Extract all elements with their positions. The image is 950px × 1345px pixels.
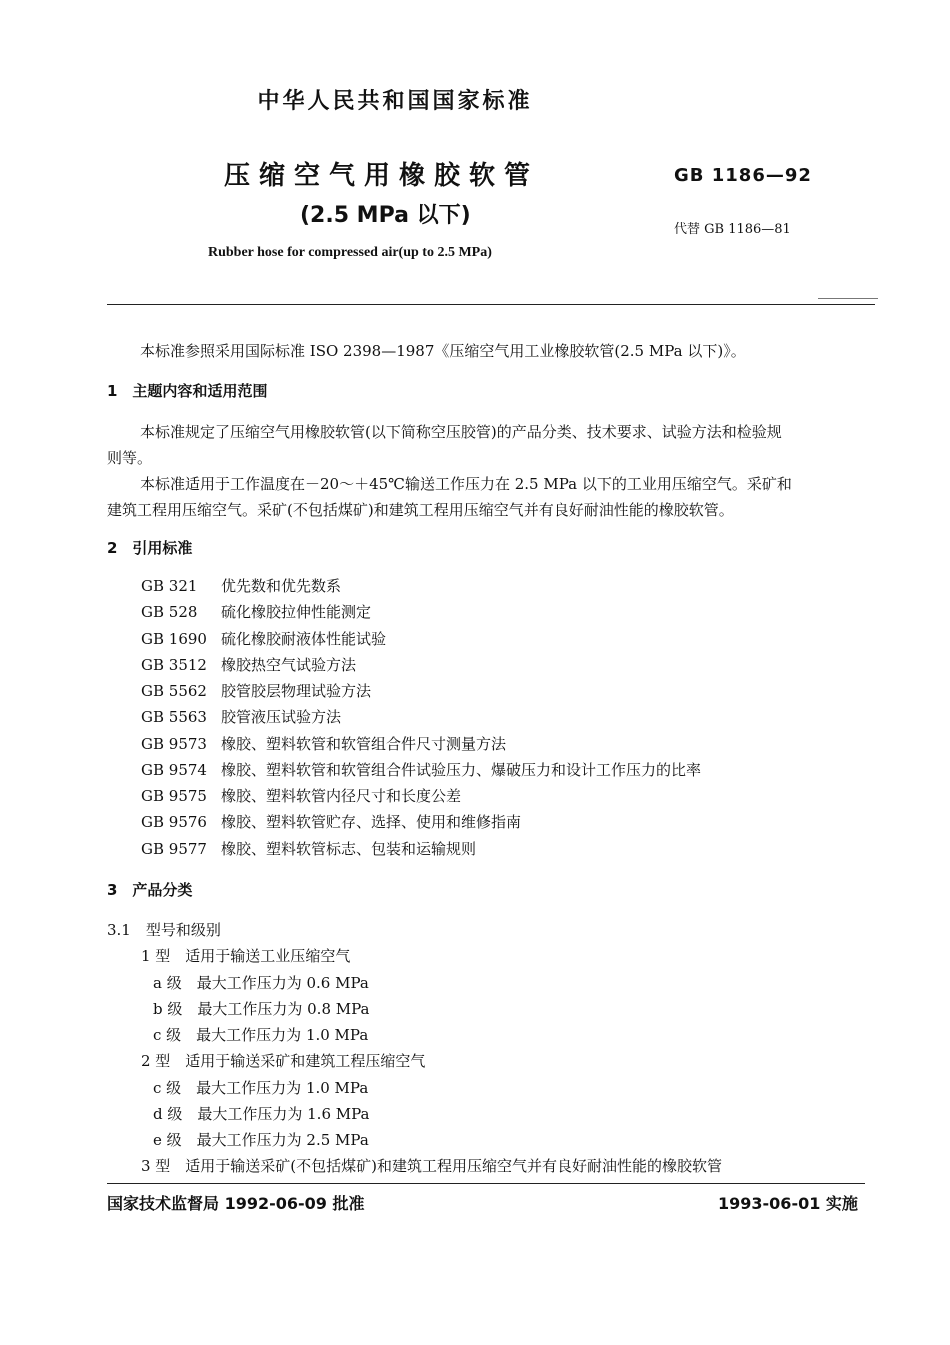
section-1-p2-line2: 建筑工程用压缩空气。采矿(不包括煤矿)和建筑工程用压缩空气并有良好耐油性能的橡胶软管。 — [107, 501, 734, 519]
footer-divider — [107, 1183, 865, 1184]
reference-code: GB 9575 — [141, 787, 207, 805]
reference-code: GB 5563 — [141, 708, 207, 726]
grade-line: e 级 最大工作压力为 2.5 MPa — [153, 1131, 369, 1149]
intro-paragraph: 本标准参照采用国际标准 ISO 2398—1987《压缩空气用工业橡胶软管(2.5 MPa 以下)》。 — [140, 342, 746, 360]
grade-line: a 级 最大工作压力为 0.6 MPa — [153, 974, 369, 992]
reference-code: GB 1690 — [141, 630, 207, 648]
section-3-heading: 3 产品分类 — [107, 881, 193, 899]
grade-line: c 级 最大工作压力为 1.0 MPa — [153, 1026, 369, 1044]
reference-item — [141, 628, 386, 649]
reference-code: GB 9577 — [141, 840, 207, 858]
reference-title: 胶管液压试验方法 — [221, 708, 342, 726]
standard-number: GB 1186—92 — [674, 165, 812, 186]
reference-item — [141, 733, 506, 754]
section-1-p1-line1: 本标准规定了压缩空气用橡胶软管(以下简称空压胶管)的产品分类、技术要求、试验方法和检验规 — [140, 423, 782, 441]
header-divider-accent — [818, 298, 878, 299]
reference-item — [141, 838, 476, 859]
effective-date: 1993-06-01 实施 — [718, 1194, 858, 1213]
reference-title: 橡胶、塑料软管和软管组合件试验压力、爆破压力和设计工作压力的比率 — [221, 761, 702, 779]
grade-line: d 级 最大工作压力为 1.6 MPa — [153, 1105, 370, 1123]
type-3-line: 3 型 适用于输送采矿(不包括煤矿)和建筑工程用压缩空气并有良好耐油性能的橡胶软管 — [141, 1157, 723, 1175]
grade-line: b 级 最大工作压力为 0.8 MPa — [153, 1000, 370, 1018]
reference-title: 胶管胶层物理试验方法 — [221, 682, 372, 700]
type-1-line: 1 型 适用于输送工业压缩空气 — [141, 947, 351, 965]
english-title: Rubber hose for compressed air(up to 2.5 MPa) — [208, 245, 492, 260]
reference-title: 硫化橡胶耐液体性能试验 — [221, 630, 387, 648]
reference-item — [141, 785, 461, 806]
reference-item — [141, 680, 371, 701]
reference-code: GB 9576 — [141, 813, 207, 831]
reference-title: 橡胶热空气试验方法 — [221, 656, 357, 674]
section-3-1-heading: 3.1 型号和级别 — [107, 921, 221, 939]
section-1-p2-line1: 本标准适用于工作温度在－20～＋45℃输送工作压力在 2.5 MPa 以下的工业用压缩空气。采矿和 — [140, 475, 792, 493]
reference-item — [141, 811, 521, 832]
reference-title: 橡胶、塑料软管标志、包装和运输规则 — [221, 840, 477, 858]
reference-item — [141, 759, 701, 780]
section-1-heading: 1 主题内容和适用范围 — [107, 382, 268, 400]
reference-code: GB 9573 — [141, 735, 207, 753]
reference-title: 橡胶、塑料软管贮存、选择、使用和维修指南 — [221, 813, 522, 831]
grade-line: c 级 最大工作压力为 1.0 MPa — [153, 1079, 369, 1097]
document-subtitle: (2.5 MPa 以下) — [300, 203, 471, 228]
approval-date: 国家技术监督局 1992-06-09 批准 — [107, 1194, 365, 1213]
reference-title: 硫化橡胶拉伸性能测定 — [221, 603, 372, 621]
reference-code: GB 5562 — [141, 682, 207, 700]
reference-code: GB 9574 — [141, 761, 207, 779]
section-2-heading: 2 引用标准 — [107, 539, 193, 557]
reference-item — [141, 654, 356, 675]
reference-item — [141, 706, 341, 727]
reference-item — [141, 601, 371, 622]
reference-title: 橡胶、塑料软管内径尺寸和长度公差 — [221, 787, 462, 805]
document-title: 压缩空气用橡胶软管 — [224, 161, 540, 191]
reference-code: GB 528 — [141, 603, 198, 621]
section-1-p1-line2: 则等。 — [107, 449, 153, 467]
reference-item — [141, 575, 341, 596]
reference-title: 优先数和优先数系 — [221, 577, 342, 595]
reference-title: 橡胶、塑料软管和软管组合件尺寸测量方法 — [221, 735, 507, 753]
header-divider — [107, 304, 875, 305]
replaces-standard: 代替 GB 1186—81 — [674, 222, 791, 237]
reference-code: GB 3512 — [141, 656, 207, 674]
reference-code: GB 321 — [141, 577, 198, 595]
national-standard-title: 中华人民共和国国家标准 — [257, 89, 533, 114]
type-2-line: 2 型 适用于输送采矿和建筑工程压缩空气 — [141, 1052, 426, 1070]
